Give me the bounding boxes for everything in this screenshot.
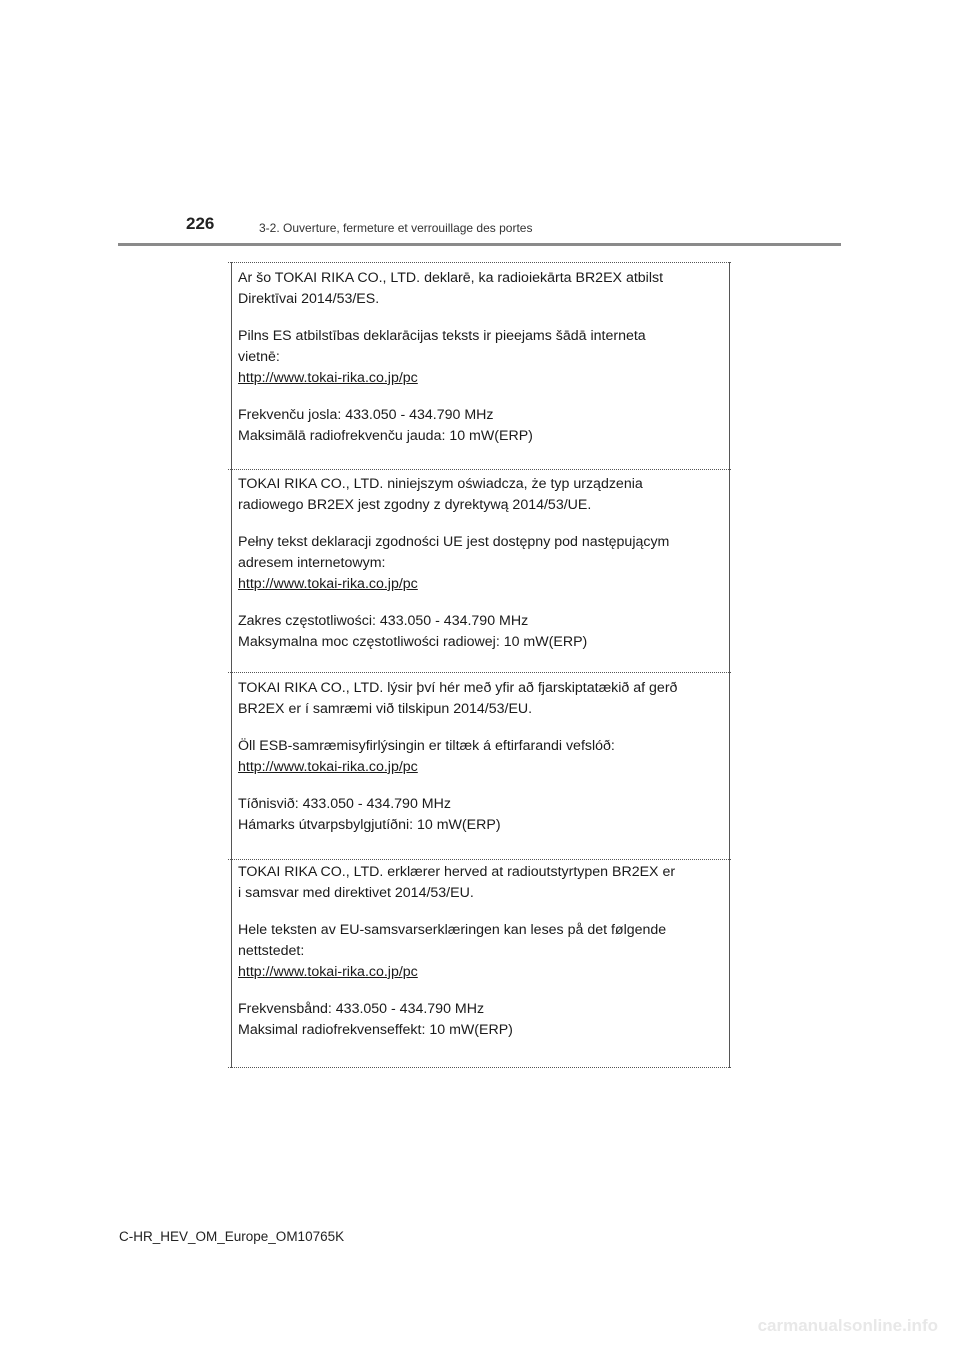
box-divider	[228, 672, 731, 673]
statement-line: radiowego BR2EX jest zgodny z dyrektywą 2014/53/UE.	[238, 497, 592, 513]
declaration-polish	[238, 474, 720, 653]
declaration-link[interactable]: http://www.tokai-rika.co.jp/pc	[238, 759, 418, 775]
availability-line: adresem internetowym:	[238, 555, 386, 571]
declaration-norwegian	[238, 862, 720, 1041]
availability-line: Hele teksten av EU-samsvarserklæringen kan leses på det følgende	[238, 922, 667, 938]
availability-line: Pilns ES atbilstības deklarācijas teksts ir pieejams šādā interneta	[238, 328, 646, 344]
max-power: Maksimālā radiofrekvenču jauda: 10 mW(ERP)	[238, 428, 533, 444]
declaration-link[interactable]: http://www.tokai-rika.co.jp/pc	[238, 576, 418, 592]
frequency-band: Frekvensbånd: 433.050 - 434.790 MHz	[238, 1001, 485, 1017]
statement-line: TOKAI RIKA CO., LTD. niniejszym oświadcza, że typ urządzenia	[238, 476, 643, 492]
max-power: Hámarks útvarpsbylgjutíðni: 10 mW(ERP)	[238, 817, 501, 833]
availability-line: vietnē:	[238, 349, 280, 365]
statement-line: TOKAI RIKA CO., LTD. erklærer herved at radioutstyrtypen BR2EX er	[238, 864, 676, 880]
statement-line: BR2EX er í samræmi við tilskipun 2014/53/EU.	[238, 701, 533, 717]
frequency-band: Zakres częstotliwości: 433.050 - 434.790 MHz	[238, 613, 529, 629]
watermark: carmanualsonline.info	[757, 1316, 938, 1335]
declaration-link[interactable]: http://www.tokai-rika.co.jp/pc	[238, 370, 418, 386]
frequency-band: Tíðnisvið: 433.050 - 434.790 MHz	[238, 796, 451, 812]
section-title: 3-2. Ouverture, fermeture et verrouillage des portes	[259, 221, 533, 235]
box-divider	[228, 859, 731, 860]
frequency-band: Frekvenču josla: 433.050 - 434.790 MHz	[238, 407, 494, 423]
header-rule	[118, 243, 841, 246]
declaration-icelandic	[238, 678, 720, 836]
declaration-latvian	[238, 268, 720, 447]
declaration-link[interactable]: http://www.tokai-rika.co.jp/pc	[238, 964, 418, 980]
max-power: Maksimal radiofrekvenseffekt: 10 mW(ERP)	[238, 1022, 513, 1038]
availability-line: Öll ESB-samræmisyfirlýsingin er tiltæk á eftirfarandi vefslóð:	[238, 738, 615, 754]
box-top-rule	[228, 262, 731, 263]
document-code: C-HR_HEV_OM_Europe_OM10765K	[119, 1229, 345, 1244]
page-number: 226	[186, 214, 215, 233]
box-divider	[228, 469, 731, 470]
max-power: Maksymalna moc częstotliwości radiowej: 10 mW(ERP)	[238, 634, 588, 650]
statement-line: Ar šo TOKAI RIKA CO., LTD. deklarē, ka radioiekārta BR2EX atbilst	[238, 270, 664, 286]
statement-line: i samsvar med direktivet 2014/53/EU.	[238, 885, 474, 901]
availability-line: nettstedet:	[238, 943, 305, 959]
availability-line: Pełny tekst deklaracji zgodności UE jest dostępny pod następującym	[238, 534, 670, 550]
box-bottom-rule	[228, 1067, 731, 1068]
statement-line: Direktīvai 2014/53/ES.	[238, 291, 380, 307]
statement-line: TOKAI RIKA CO., LTD. lýsir því hér með yfir að fjarskiptatækið af gerð	[238, 680, 678, 696]
